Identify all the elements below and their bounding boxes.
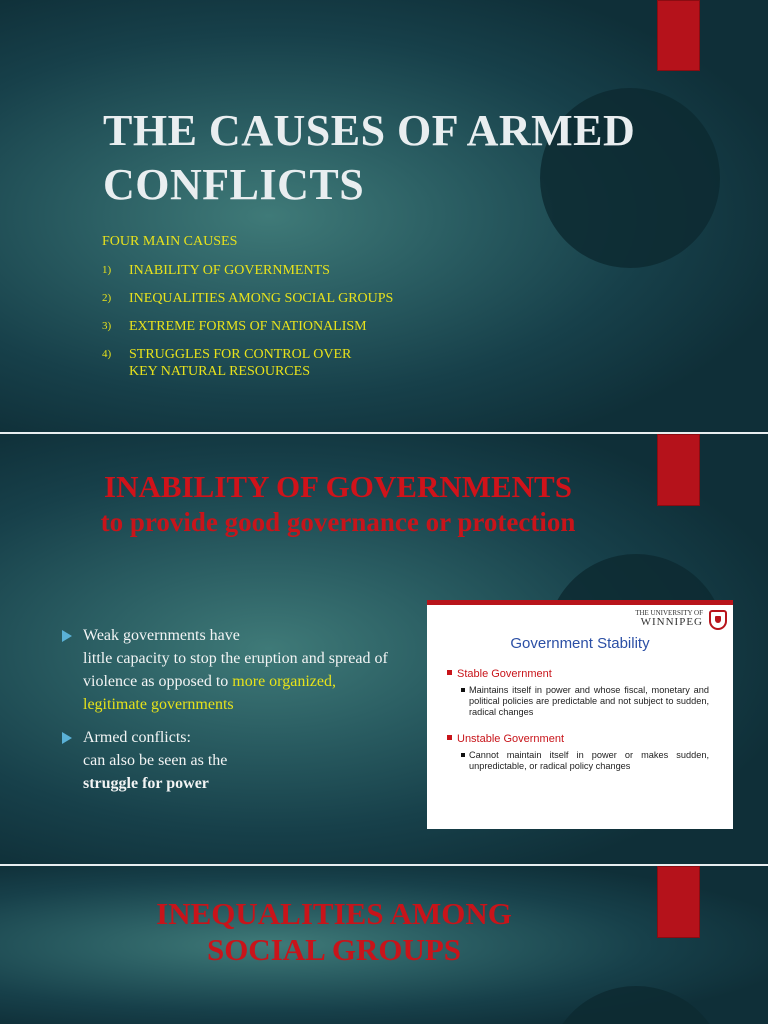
university-logo: [635, 609, 703, 627]
title-line-2: to provide good governance or protection: [100, 507, 576, 537]
title-line-1: INABILITY OF GOVERNMENTS: [104, 469, 572, 504]
list-number: 4): [102, 348, 112, 360]
red-accent-bar: [657, 434, 700, 506]
list-item: [62, 726, 402, 795]
bold-text: struggle for power: [83, 775, 209, 792]
university-name: WINNIPEG: [640, 616, 703, 628]
highlight-text: more organized, legitimate governments: [83, 673, 336, 713]
slide-title: INEQUALITIES AMONG SOCIAL GROUPS: [156, 896, 512, 967]
list-text: INABILITY OF GOVERNMENTS: [129, 263, 330, 278]
slide-2: [0, 434, 768, 864]
bullet-text: little capacity to stop the eruption and spread of violence as opposed to: [83, 650, 388, 690]
red-accent-bar: [657, 866, 700, 938]
slide-title: [60, 470, 616, 539]
government-stability-panel: [427, 600, 733, 829]
slide-3: [0, 866, 768, 1024]
list-number: 2): [102, 292, 112, 304]
bullet-text: Armed conflicts:: [83, 729, 191, 746]
list-text: STRUGGLES FOR CONTROL OVER KEY NATURAL RESOURCES: [129, 347, 352, 379]
list-text: INEQUALITIES AMONG SOCIAL GROUPS: [129, 291, 394, 306]
bullet-square-icon: [461, 753, 465, 757]
panel-body: [469, 685, 709, 718]
panel-body: [469, 750, 709, 772]
university-label: THE UNIVERSITY OF: [635, 609, 703, 617]
bullet-text: can also be seen as the: [83, 752, 228, 769]
panel-heading: [447, 733, 564, 745]
red-square-icon: [447, 670, 452, 675]
decorative-circle: [546, 986, 726, 1024]
bullet-list: [62, 624, 402, 805]
list-item: [102, 318, 429, 335]
heading-text: Stable Government: [457, 668, 552, 680]
body-text: Maintains itself in power and whose fiscal, monetary and political policies are predictable and not subject to sudden, radical changes: [469, 685, 709, 717]
bullet-triangle-icon: [62, 630, 72, 642]
list-text: EXTREME FORMS OF NATIONALISM: [129, 319, 367, 334]
list-number: 1): [102, 264, 112, 276]
list-item: [102, 262, 429, 279]
list-item: [102, 290, 429, 307]
bullet-triangle-icon: [62, 732, 72, 744]
body-text: Cannot maintain itself in power or makes sudden, unpredictable, or radical policy changes: [469, 750, 709, 771]
list-item: [102, 346, 429, 380]
slide-title: THE CAUSES OF ARMED CONFLICTS: [103, 106, 636, 209]
list-number: 3): [102, 320, 112, 332]
causes-list: [102, 262, 429, 391]
red-accent-bar: [657, 0, 700, 71]
bullet-text: Weak governments have: [83, 627, 240, 644]
causes-subheading: FOUR MAIN CAUSES: [102, 234, 238, 249]
panel-title: Government Stability: [510, 635, 650, 652]
slide-1: [0, 0, 768, 432]
crest-icon: [709, 610, 727, 630]
bullet-square-icon: [461, 688, 465, 692]
red-square-icon: [447, 735, 452, 740]
heading-text: Unstable Government: [457, 733, 564, 745]
list-item: [62, 624, 402, 716]
panel-heading: [447, 668, 552, 680]
